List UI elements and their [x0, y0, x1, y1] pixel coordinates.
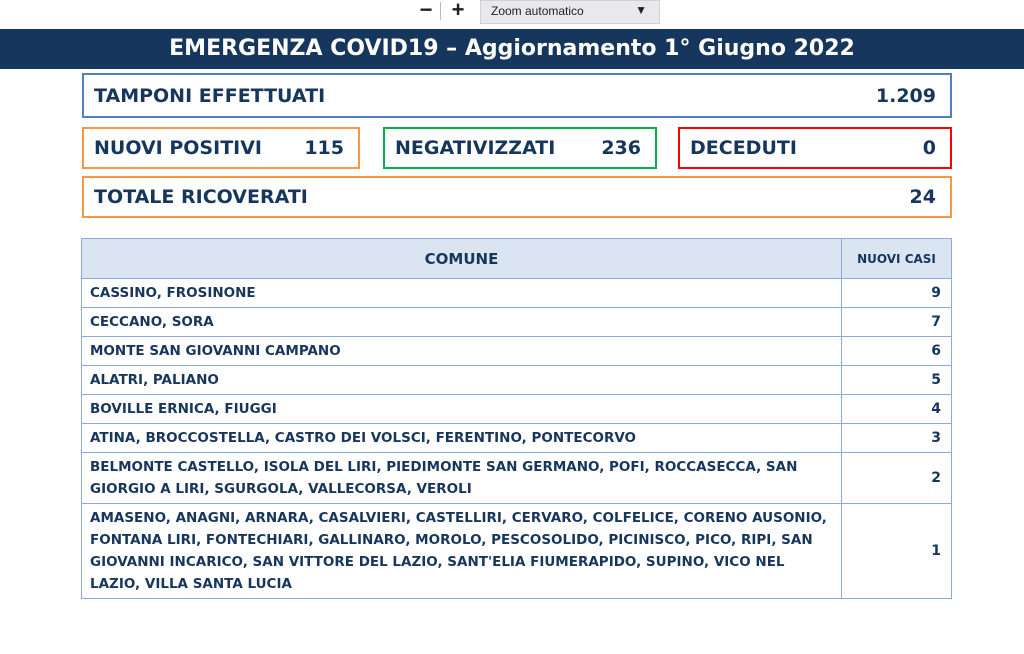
table-row	[82, 337, 952, 366]
comune-cell: BELMONTE CASTELLO, ISOLA DEL LIRI, PIEDIMONTE SAN GERMANO, POFI, ROCCASECCA, SAN GIORGIO A LIRI, SGURGOLA, VALLECORSA, VEROLI	[82, 453, 842, 504]
comune-cell: ATINA, BROCCOSTELLA, CASTRO DEI VOLSCI, FERENTINO, PONTECORVO	[82, 424, 842, 453]
comune-column-header: COMUNE	[82, 239, 842, 279]
comune-cell: BOVILLE ERNICA, FIUGGI	[82, 395, 842, 424]
tamponi-value: 1.209	[875, 84, 936, 107]
tamponi-box	[82, 73, 952, 118]
deceduti-box	[678, 127, 952, 169]
casi-cell: 5	[842, 366, 952, 395]
comune-cell: CASSINO, FROSINONE	[82, 279, 842, 308]
ricoverati-label: TOTALE RICOVERATI	[94, 186, 308, 208]
ricoverati-value: 24	[909, 186, 936, 208]
zoom-out-button[interactable]: −	[419, 0, 433, 22]
negativizzati-label: NEGATIVIZZATI	[395, 137, 556, 159]
pdf-toolbar	[0, 0, 1024, 28]
comune-cell: AMASENO, ANAGNI, ARNARA, CASALVIERI, CASTELLIRI, CERVARO, COLFELICE, CORENO AUSONIO, FONTANA LIRI, FONTECHIARI, GALLINARO, MOROLO, PESCOSOLIDO, PICINISCO, PICO, RIPI, SAN GIOVANNI INCARICO, SAN VITTORE DEL LAZIO, SANT'ELIA FIUMERAPIDO, SUPINO, VICO NEL LAZIO, VILLA SANTA LUCIA	[82, 504, 842, 599]
nuovi-positivi-label: NUOVI POSITIVI	[94, 137, 262, 159]
cases-table	[81, 238, 952, 599]
casi-cell: 1	[842, 504, 952, 599]
zoom-in-button[interactable]: +	[451, 0, 465, 22]
casi-cell: 2	[842, 453, 952, 504]
nuovi-casi-column-header: NUOVI CASI	[842, 239, 952, 279]
table-row	[82, 504, 952, 599]
casi-cell: 6	[842, 337, 952, 366]
negativizzati-value: 236	[601, 137, 641, 159]
table-row	[82, 366, 952, 395]
nuovi-positivi-value: 115	[304, 137, 344, 159]
comune-cell: CECCANO, SORA	[82, 308, 842, 337]
page-title: EMERGENZA COVID19 – Aggiornamento 1° Giugno 2022	[0, 29, 1024, 69]
table-row	[82, 279, 952, 308]
comune-cell: ALATRI, PALIANO	[82, 366, 842, 395]
table-header-row	[82, 239, 952, 279]
table-row	[82, 424, 952, 453]
negativizzati-box	[383, 127, 657, 169]
deceduti-value: 0	[922, 137, 936, 159]
casi-cell: 7	[842, 308, 952, 337]
zoom-select-value: Zoom automatico	[491, 4, 584, 18]
casi-cell: 9	[842, 279, 952, 308]
toolbar-divider	[440, 2, 441, 20]
zoom-select[interactable]	[480, 0, 660, 24]
table-row	[82, 453, 952, 504]
nuovi-positivi-box	[82, 127, 360, 169]
casi-cell: 3	[842, 424, 952, 453]
casi-cell: 4	[842, 395, 952, 424]
chevron-down-icon: ▼	[635, 3, 647, 17]
deceduti-label: DECEDUTI	[690, 137, 797, 159]
table-row	[82, 308, 952, 337]
table-row	[82, 395, 952, 424]
ricoverati-box	[82, 176, 952, 218]
comune-cell: MONTE SAN GIOVANNI CAMPANO	[82, 337, 842, 366]
tamponi-label: TAMPONI EFFETTUATI	[94, 84, 326, 107]
